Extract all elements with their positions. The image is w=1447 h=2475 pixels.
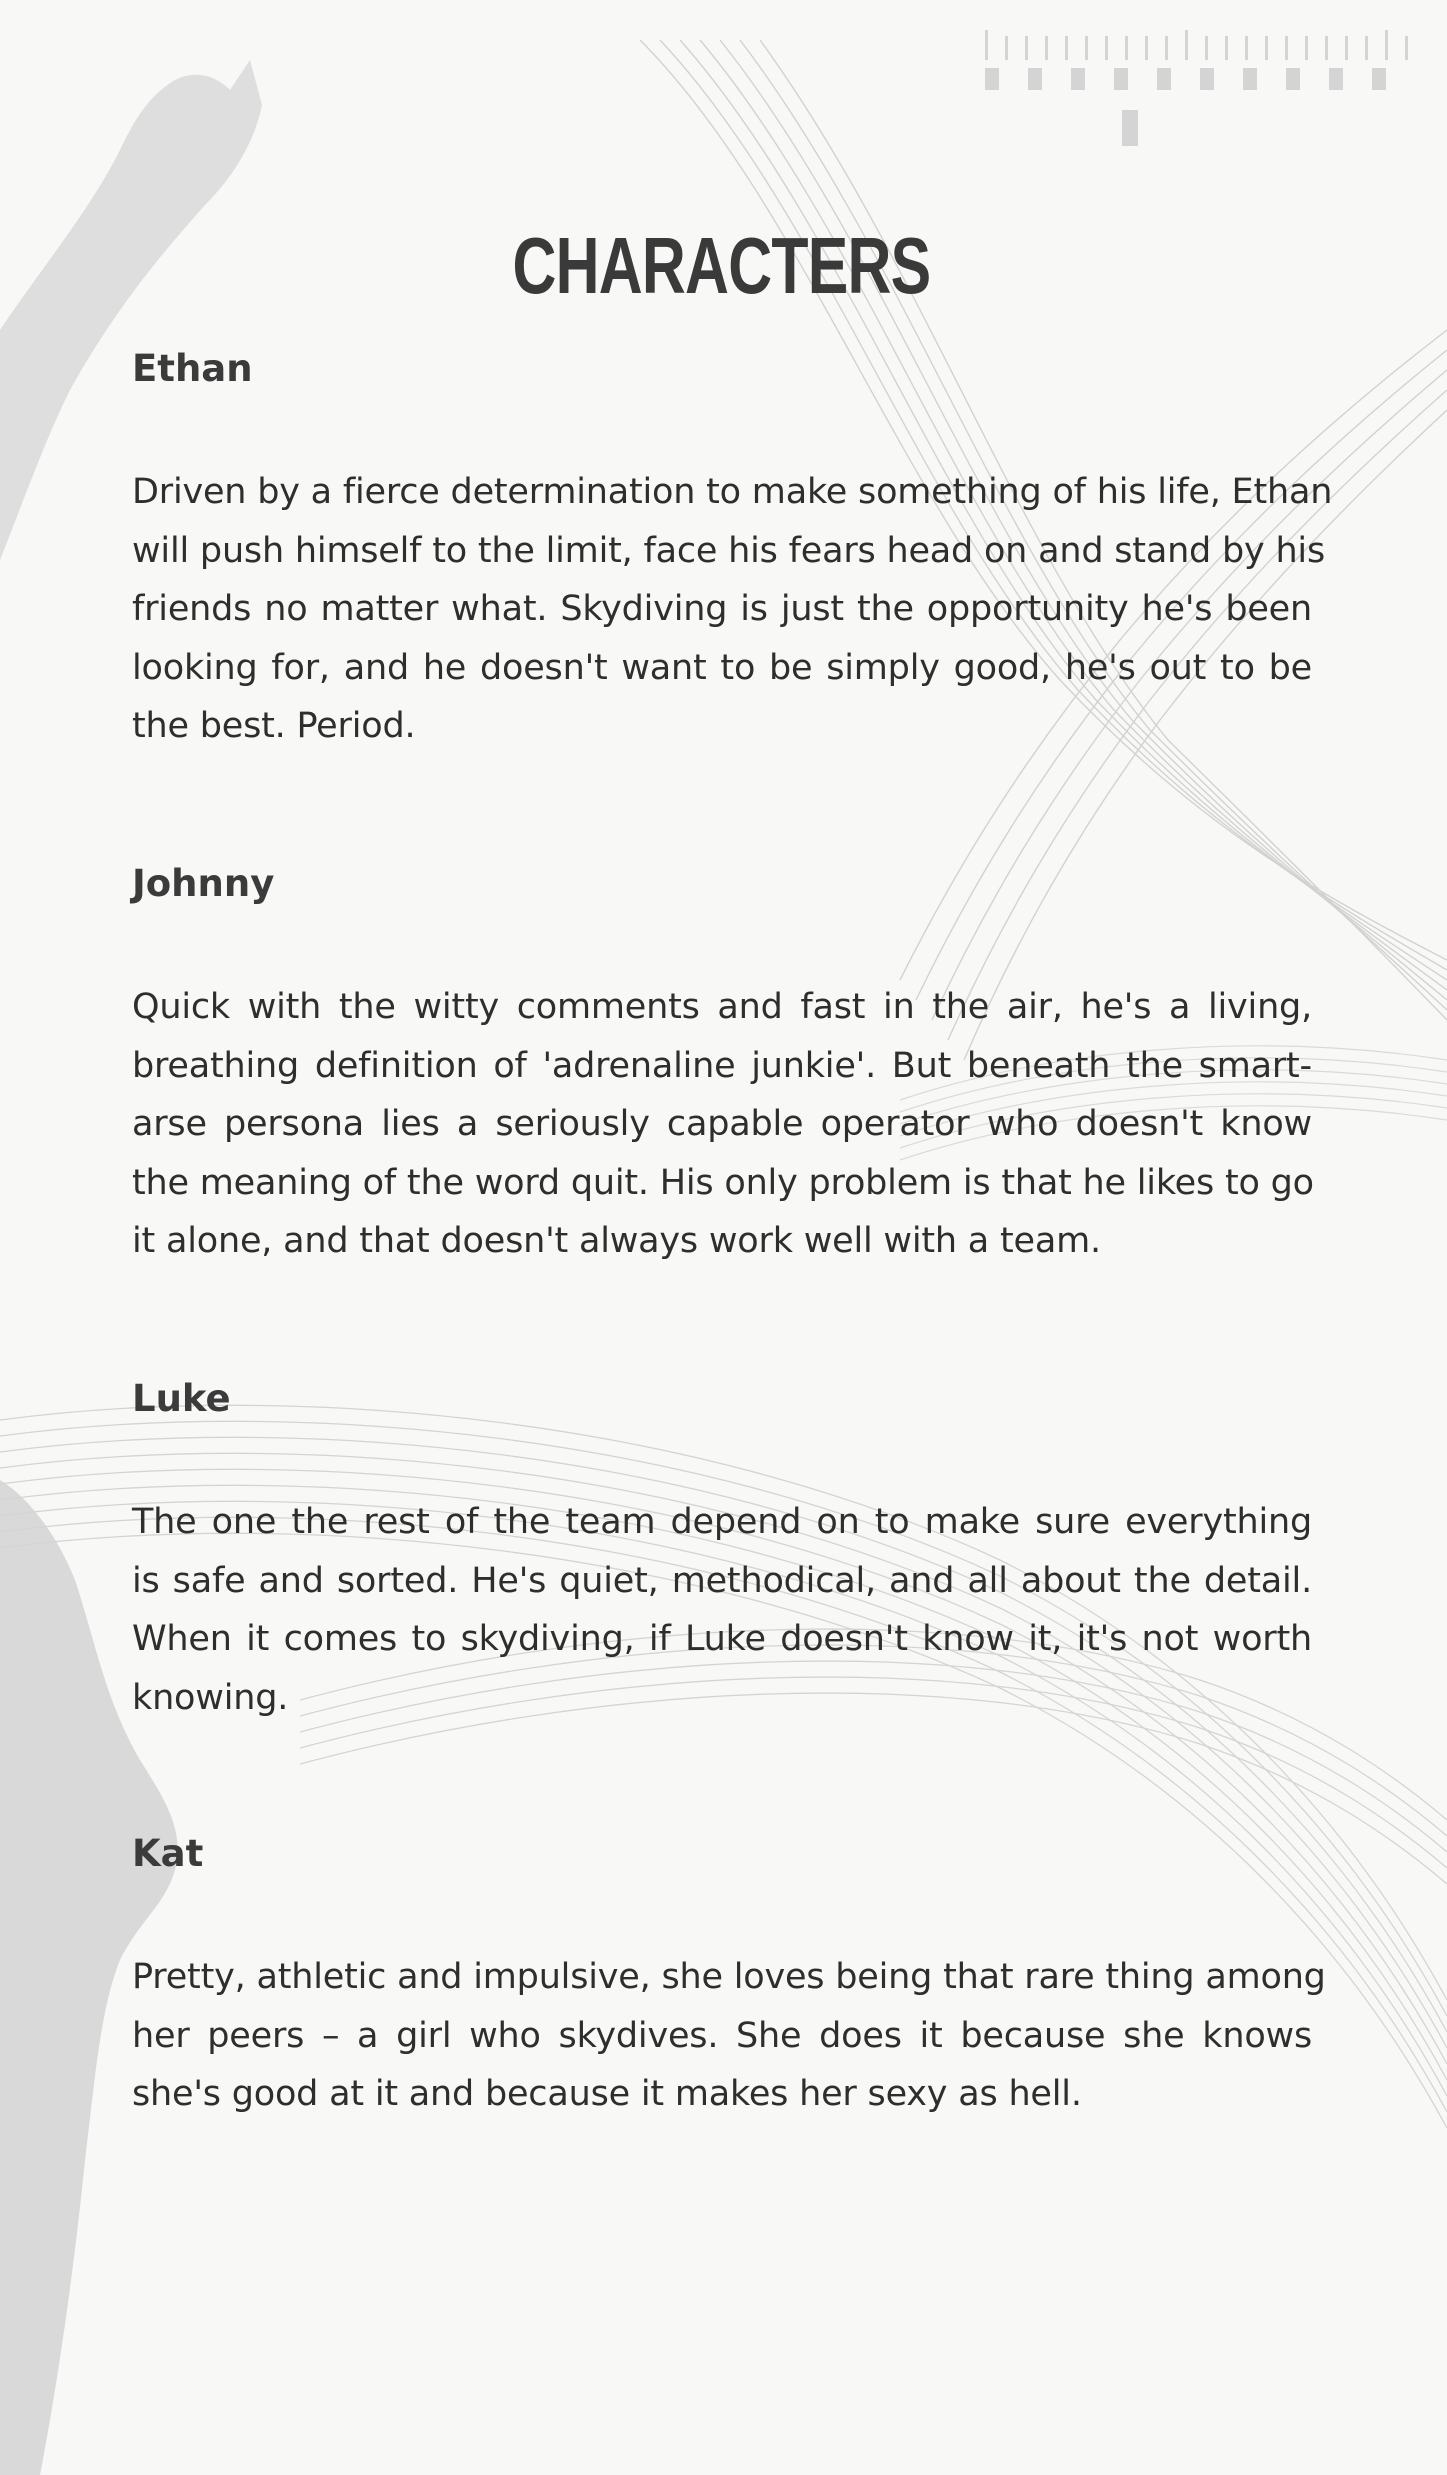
bio-line: knowing.	[132, 1677, 289, 1718]
bio-line: Driven by a fierce determination to make something of his life, Ethan	[132, 472, 1333, 512]
bio-line: her peers – a girl who skydives. She does it because she knows	[132, 2015, 1312, 2056]
bio-line: is safe and sorted. He's quiet, methodical, and all about the detail.	[132, 1560, 1312, 1601]
character-entry-kat	[132, 1832, 1326, 2124]
bio-line: Pretty, athletic and impulsive, she loves being that rare thing among	[132, 1957, 1326, 1997]
character-bio	[132, 1948, 1326, 2124]
bio-line: The one the rest of the team depend on to make sure everything	[132, 1502, 1312, 1542]
page-title: CHARACTERS	[512, 220, 931, 310]
bio-line: friends no matter what. Skydiving is just the opportunity he's been	[132, 589, 1312, 629]
character-name: Kat	[132, 1832, 204, 1875]
bio-line: it alone, and that doesn't always work well with a team.	[132, 1221, 1101, 1261]
character-entry-ethan	[132, 347, 1333, 756]
bio-line: When it comes to skydiving, if Luke doesn't know it, it's not worth	[132, 1619, 1312, 1659]
character-entry-johnny	[132, 862, 1314, 1271]
bio-line: Quick with the witty comments and fast in the air, he's a living,	[132, 987, 1312, 1027]
bio-line: she's good at it and because it makes her sexy as hell.	[132, 2074, 1082, 2114]
bio-line: looking for, and he doesn't want to be simply good, he's out to be	[132, 647, 1312, 688]
character-name: Ethan	[132, 347, 253, 390]
character-bio	[132, 978, 1312, 1271]
character-name: Johnny	[132, 862, 275, 905]
bio-line: arse persona lies a seriously capable operator who doesn't know	[132, 1104, 1312, 1144]
bio-line: the meaning of the word quit. His only problem is that he likes to go	[132, 1162, 1314, 1203]
bio-line: will push himself to the limit, face his fears head on and stand by his	[132, 530, 1325, 571]
character-bio	[132, 463, 1333, 756]
bio-line: the best. Period.	[132, 706, 416, 746]
character-entry-luke	[132, 1377, 1312, 1727]
bio-line: breathing definition of 'adrenaline junkie'. But beneath the smart-	[132, 1045, 1312, 1086]
character-bio	[132, 1493, 1312, 1727]
character-name: Luke	[132, 1377, 231, 1420]
